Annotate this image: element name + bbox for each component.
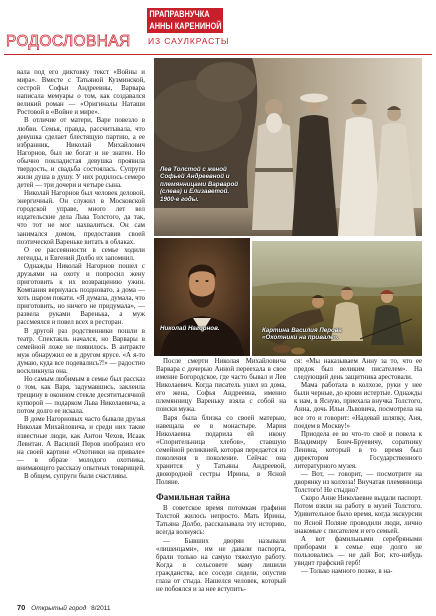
paragraph: Приодела ее во что-то своё и повела к Владимиру Бонч-Бруевичу, соратнику Ленина, который в то время был директором Государственного литературного музея. xyxy=(294,430,422,471)
section-title: РОДОСЛОВНАЯ xyxy=(6,33,131,50)
paragraph: Однажды Николай Нагорнов пошел с друзьями на охоту и попросил жену приготовить к их возвращению ужин. Компания вернулась поздновато, а дома — хоть шаром покати. «Я думала, думала, что приготовить, но ничего не придумала», — развела руками Варенька, а муж рассмеялся и повел всех в ресторан. xyxy=(17,262,145,327)
paragraph: — Только намного позже, в на- xyxy=(301,568,393,576)
article-column-right xyxy=(294,358,422,597)
photo-caption: Картина Василия Перова «Охотники на привале». xyxy=(262,327,342,342)
paragraph: А вот фамильными серебряными приборами в семье еще долго не пользовались — не дай Бог, кто-нибудь увидит графский герб! xyxy=(294,535,422,567)
photo-tolstoy-family xyxy=(154,58,422,236)
subheading: Фамильная тайна xyxy=(156,492,231,503)
paragraph: ся: «Мы наказываем Анну за то, что ее предок был великим писателем». На следующий день защитника арестовали. xyxy=(294,358,422,382)
page-number: 70 xyxy=(17,603,26,612)
paragraph: Мама работала в колхозе, руки у нее были черные, до крови истертые. Однажды к нам, в Ясную, приехала внучка Толстого, Анна, дочь Ильи Львовича, посмотрела на все это и говорит: «Надевай шляпку, Аня, поедем в Москву!» xyxy=(294,382,422,430)
headline-subtitle: ИЗ САУЛКРАСТЫ xyxy=(148,36,230,46)
headline-box xyxy=(147,8,223,33)
paragraph: Варя была близка со своей матерью, навещала ее в монастыре. Мария Николаевна подарила ей икону «Спорительница хлебов», ставшую семейной реликвией, которая передается из поколения в поколение. Сейчас она хранится у Татьяны Андреевой, двоюродной сестры Ирины, в Ясной Поляне. xyxy=(156,414,286,487)
paragraph: вала под его диктовку текст «Войны и мира». Вместе с Татьяной Кузминской, сестрой Софьи Андреевны, Варвара написала мемуары о том, как создавался великий роман — «Оригиналы Наташи Ростовой в «Войне и мире». xyxy=(17,69,145,117)
paragraph: Но самым любимым в семье был рассказ о том, как Варя, задумавшись, заклеила трещину в оконном стекле десятитысячной купюрой — подарком Льва Николаевича, а потом долго ее искала. xyxy=(17,375,145,416)
paragraph: В отличие от матери, Варе повезло в любви. Семья, правда, рассчитывала, что девушка сделает блестящую партию, а ее избранник, Николай Михайлович Нагорнов, был не богат и не знатен. Но обычно покладистая девушка проявила твердость, и свадьба состоялась. Супруги жили душа в душу. У них родилось семеро детей — три дочери и четыре сына. xyxy=(17,117,145,190)
paragraph: — Вот, — говорит, — посмотрите на дворянку из колхоза! Внучатая племянница Толстого! Не стыдно? xyxy=(294,471,422,495)
headline-line-1: ПРАПРАВНУЧКА xyxy=(149,8,210,20)
paragraph: Скоро Анне Николаевне выдали паспорт. Потом взяли на работу в музей Толстого. Удивительное было время, когда экскурсии по Ясной Поляне проводили люди, лично знакомые с писателем и его семьей. xyxy=(294,495,422,535)
photo-portrait-image xyxy=(154,238,250,356)
header-rule xyxy=(4,54,432,55)
paragraph: После смерти Николая Михайловича Варвара с дочерью Анной переехала в свое имение Богородское, где часто бывал и Лев Николаевич. Когда писатель ушел из дома, его жена, Софья Андреевна, именно племянницу Вареньку взяла с собой на поиски мужа. xyxy=(156,358,286,414)
page-footer xyxy=(17,603,111,613)
headline-line-2: АННЫ КАРЕНИНОЙ xyxy=(149,20,222,32)
issue-number: 8/2011 xyxy=(91,605,111,612)
magazine-name: Открытый город xyxy=(31,605,87,612)
paragraph: В другой раз родственники пошли в театр. Спектакль начался, но Варвары в семейной ложе не появилось. В антракте муж обнаружил ее в другом ярусе. «А я-то думаю, куда все подевались?!» — радостно воскликнула она. xyxy=(17,327,145,375)
paragraph: В советское время потомкам графини Толстой жилось непросто. Мать Ирины, Татьяна Долбо, рассказывала эту историю, всегда волнуясь: xyxy=(156,505,286,537)
photo-portrait-nagornov xyxy=(154,238,250,356)
paragraph: О ее рассеянности в семье ходили легенды, и Евгений Долбо их запомнил. xyxy=(17,246,145,262)
photo-tolstoy-family-image xyxy=(154,58,422,236)
paragraph: Николай Нагорнов был человек деловой, энергичный. Он служил в Московской городской управе, много лет вел издательские дела Льва Толстого, да так, что тот не мог нахвалиться. Он сам занимался домом, предоставив своей поэтической Вареньке витать в облаках. xyxy=(17,190,145,246)
article-column-left xyxy=(17,69,145,597)
paragraph: В общем, супруги были счастливы. xyxy=(24,472,128,480)
paragraph: В доме Нагорновых часто бывали друзья Николая Михайловича, и среди них такие известные люди, как Антон Чехов, Исаак Левитан. А Василий Перов изобразил его на своей картине «Охотники на привале» — в образе молодого охотника, внимающего рассказу опытных товарищей. xyxy=(17,416,145,472)
photo-caption: Николай Нагорнов. xyxy=(160,325,220,332)
photo-caption: Лев Толстой с женой Софьей Андреевной и племянницами Варварой (слева) и Елизаветой. 1900-е годы. xyxy=(160,166,239,203)
article-column-middle xyxy=(156,358,286,597)
painting-hunters-at-rest xyxy=(252,241,422,356)
paragraph: — Бывших дворян называли «лишенцами», им не давали паспорта, брали только на самую тяжелую работу. Когда в сельсовете маму лишили гражданства, все соседи сидели, опустив глаза от стыда. Нашелся человек, который не побоялся и за нее вступить- xyxy=(156,537,286,594)
